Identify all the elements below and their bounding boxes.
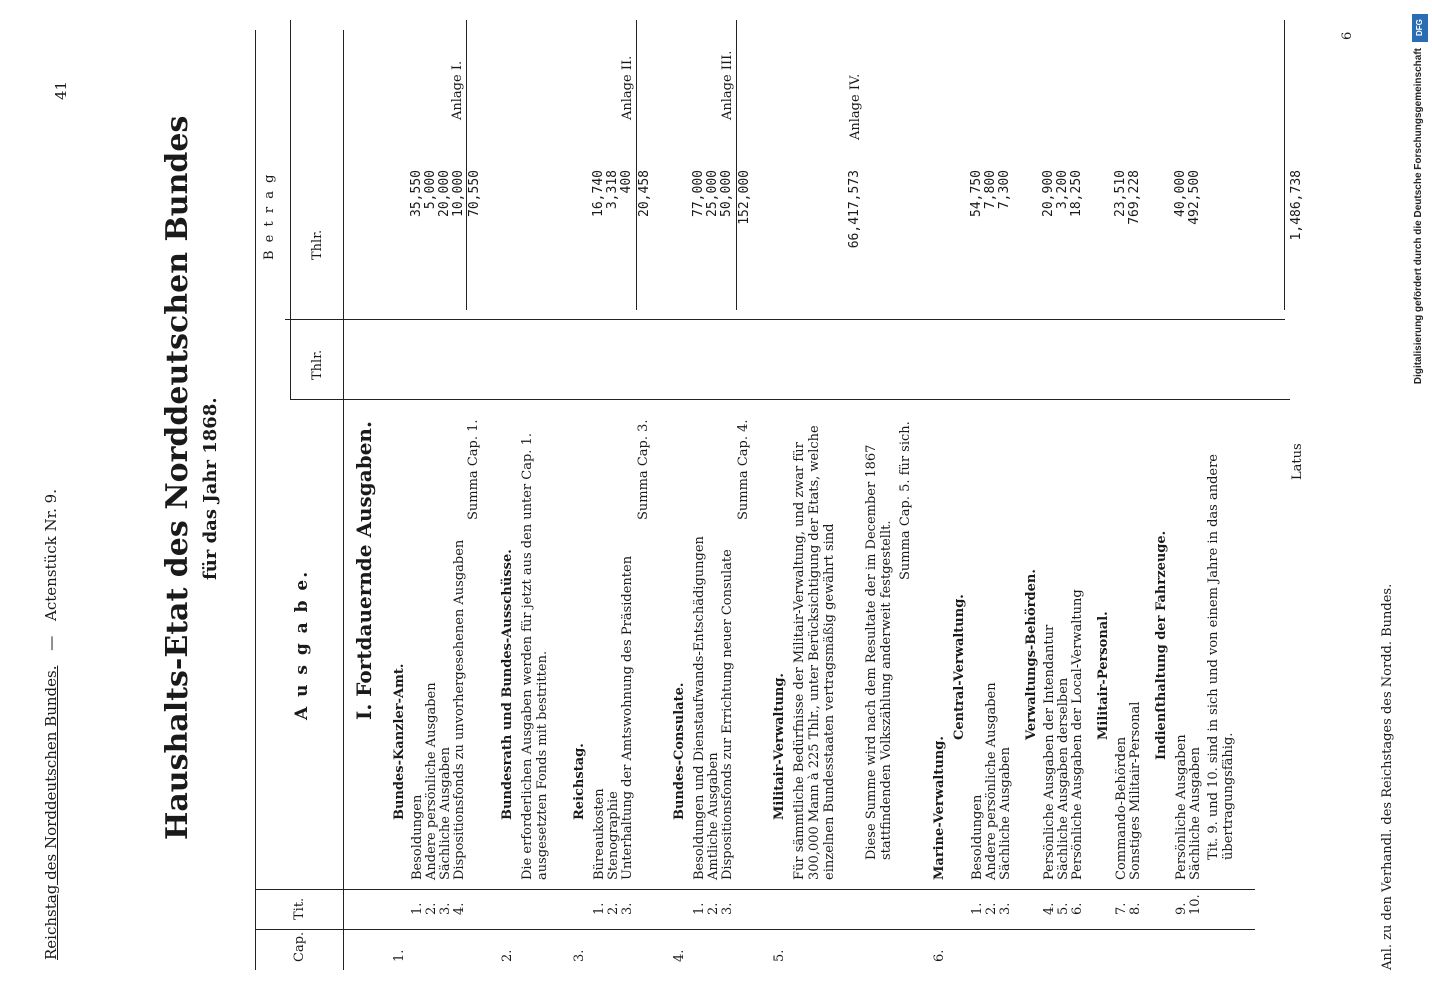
line-item-amount: 40,000 <box>1173 170 1188 217</box>
line-item-label: Sächliche Ausgaben derselben <box>1056 677 1071 880</box>
chapter-heading: Militair-Verwaltung. <box>772 673 787 820</box>
year-line: für das Jahr 1868. <box>200 397 221 580</box>
tit-number: 6. <box>1070 902 1085 915</box>
tit-number: 2. <box>606 902 621 915</box>
chapter-heading: Bundesrath und Bundes-Ausschüsse. <box>500 549 515 820</box>
cap-number: 2. <box>500 949 515 962</box>
latus-amount: 1,486,738 <box>1289 170 1304 241</box>
chapter-sum-label: Summa Cap. 4. <box>736 419 751 520</box>
line-item-amount: 25,000 <box>705 170 720 217</box>
chapter-heading: Bundes-Consulate. <box>672 682 687 820</box>
line-item-amount: 18,250 <box>1069 170 1084 217</box>
line-item-label: Persönliche Ausgaben <box>1174 734 1189 880</box>
subgroup-heading: Verwaltungs-Behörden. <box>1024 569 1039 740</box>
tit-number: 10. <box>1188 894 1203 915</box>
chapter-heading: Bundes-Kanzler-Amt. <box>392 663 407 820</box>
tit-number: 4. <box>1042 902 1057 915</box>
line-item-amount: 3,318 <box>605 170 620 210</box>
line-item-label: Besoldungen <box>410 794 425 880</box>
header-dash: — <box>42 635 60 651</box>
cap-number: 3. <box>572 949 587 962</box>
tit-number: 1. <box>970 902 985 915</box>
cap-number: 5. <box>772 949 787 962</box>
line-item-label: Sächliche Ausgaben <box>998 747 1013 880</box>
chapter-note: Diese Summe wird nach dem Resultate der im December 1867 stattfindenden Volkszählung anderweit festgestellt. <box>864 444 894 860</box>
dfg-banner <box>1410 8 1430 998</box>
chapter-heading: Reichstag. <box>572 743 587 820</box>
chapter-sum: 70,550 <box>467 170 482 217</box>
tit-number: 2. <box>706 902 721 915</box>
line-item-label: Besoldungen und Dienstaufwands-Entschädigungen <box>692 536 707 880</box>
col-divider-text <box>290 399 1290 400</box>
col-divider-thlr <box>285 319 1285 320</box>
tit-number: 1. <box>410 902 425 915</box>
line-item-label: Dispositionsfonds zur Errichtung neuer Consulate <box>720 549 735 880</box>
line-item-label: Andere persönliche Ausgaben <box>984 682 999 880</box>
tit-number: 2. <box>984 902 999 915</box>
chapter-note: Tit. 9. und 10. sind in sich und von einem Jahre in das andere übertragungsfähig. <box>1206 453 1236 860</box>
dfg-banner-text: Digitalisierung gefördert durch die Deutsche Forschungsgemeinschaft <box>1413 48 1424 385</box>
line-item-amount: 20,900 <box>1041 170 1056 217</box>
line-item-label: Unterhaltung der Amtswohnung des Präsidenten <box>620 555 635 880</box>
chapter-text: Die erforderlichen Ausgaben werden für jetzt aus den unter Cap. 1. ausgesetzten Fonds mit bestritten. <box>520 433 550 880</box>
chapter-sum: 20,458 <box>637 170 652 217</box>
section-heading: I. Fortdauernde Ausgaben. <box>352 421 376 720</box>
tit-number: 2. <box>424 902 439 915</box>
line-item-label: Sonstiges Militair-Personal <box>1128 701 1143 880</box>
table-header-rule <box>343 30 344 970</box>
tit-number: 5. <box>1056 902 1071 915</box>
sum-rule <box>466 20 467 310</box>
tit-number: 1. <box>692 902 707 915</box>
line-item-label: Besoldungen <box>970 794 985 880</box>
running-header <box>42 489 60 960</box>
line-item-label: Andere persönliche Ausgaben <box>424 682 439 880</box>
line-item-amount: 10,000 <box>451 170 466 217</box>
line-item-amount: 7,300 <box>997 170 1012 210</box>
line-item-amount: 23,510 <box>1113 170 1128 217</box>
line-item-amount: 3,200 <box>1055 170 1070 210</box>
cap-number: 4. <box>672 949 687 962</box>
chapter-text: Für sämmtliche Bedürfnisse der Militair-Verwaltung, und zwar für 300,000 Mann à 225 Thlr., unter Berücksichtigung der Etats, welche einzelnen Bundesstaaten vertragsmäßig gewährt sind <box>792 425 837 880</box>
latus-label: Latus <box>1290 443 1305 480</box>
line-item-amount: 77,000 <box>691 170 706 217</box>
sheet-signature: 6 <box>1340 31 1355 40</box>
anlage-ref: Anlage IV. <box>848 73 863 140</box>
subgroup-heading: Indienſthaltung der Fahrzeuge. <box>1154 530 1169 760</box>
sum-rule <box>636 20 637 310</box>
subgroup-heading: Militair-Personal. <box>1096 611 1111 740</box>
chapter-heading: Marine-Verwaltung. <box>932 736 947 880</box>
col-header-thlr-2: Thlr. <box>310 229 325 260</box>
page-title: Haushalts-Etat des Norddeutschen Bundes <box>160 115 195 840</box>
col-header-betrag: B e t r a g <box>262 172 277 260</box>
latus-rule <box>1284 20 1285 310</box>
chapter-sum-label: Summa Cap. 5. für sich. <box>898 421 913 580</box>
line-item-label: Amtliche Ausgaben <box>706 752 721 880</box>
sum-rule <box>736 20 737 310</box>
anlage-ref: Anlage I. <box>450 60 465 120</box>
header-subtitle: Actenstück Nr. 9. <box>42 489 60 621</box>
cap-number: 6. <box>932 949 947 962</box>
line-item-amount: 7,800 <box>983 170 998 210</box>
tit-number: 3. <box>620 902 635 915</box>
tit-number: 3. <box>720 902 735 915</box>
line-item-amount: 492,500 <box>1187 170 1202 225</box>
cap-number: 1. <box>392 949 407 962</box>
line-item-amount: 400 <box>619 170 634 194</box>
line-item-label: Persönliche Ausgaben der Intendantur <box>1042 624 1057 880</box>
page-footer: Anl. zu den Verhandl. des Reichstages des Nordd. Bundes. <box>1380 583 1395 970</box>
tit-number: 7. <box>1114 902 1129 915</box>
tit-number: 4. <box>452 902 467 915</box>
line-item-label: Dispositionsfonds zu unvorhergesehenen Ausgaben <box>452 539 467 880</box>
chapter-sum-label: Summa Cap. 1. <box>466 419 481 520</box>
line-item-amount: 50,000 <box>719 170 734 217</box>
line-item-amount: 769,228 <box>1127 170 1142 225</box>
tit-number: 9. <box>1174 902 1189 915</box>
dfg-logo-icon: DFG <box>1412 14 1428 42</box>
line-item-label: Persönliche Ausgaben der Local-Verwaltung <box>1070 589 1085 880</box>
line-item-label: Sächliche Ausgaben <box>1188 747 1203 880</box>
col-divider-tit <box>255 889 1255 890</box>
col-header-ausgabe: A u s g a b e. <box>292 569 312 720</box>
line-item-label: Büreaukosten <box>592 788 607 880</box>
betrag-rule <box>290 20 291 400</box>
line-item-amount: 16,740 <box>591 170 606 217</box>
line-item-amount: 20,000 <box>437 170 452 217</box>
line-item-label: Commando-Behörden <box>1114 736 1129 880</box>
anlage-ref: Anlage II. <box>620 55 635 120</box>
chapter-sum-label: Summa Cap. 3. <box>636 419 651 520</box>
page-number: 41 <box>52 80 70 100</box>
line-item-amount: 5,000 <box>423 170 438 210</box>
header-title: Reichstag des Norddeutschen Bundes. <box>42 665 60 960</box>
anlage-ref: Anlage III. <box>720 50 735 120</box>
col-header-tit: Tit. <box>292 897 307 920</box>
tit-number: 1. <box>592 902 607 915</box>
table-top-rule <box>255 30 256 970</box>
line-item-label: Stenographie <box>606 791 621 880</box>
chapter-amount: 66,417,573 <box>847 170 862 249</box>
line-item-amount: 54,750 <box>969 170 984 217</box>
tit-number: 8. <box>1128 902 1143 915</box>
chapter-sum: 152,000 <box>737 170 752 225</box>
col-divider-cap <box>255 929 1255 930</box>
subgroup-heading: Central-Verwaltung. <box>952 594 967 740</box>
tit-number: 3. <box>998 902 1013 915</box>
tit-number: 3. <box>438 902 453 915</box>
col-header-cap: Cap. <box>292 931 307 962</box>
col-header-thlr-1: Thlr. <box>310 349 325 380</box>
line-item-label: Sächliche Ausgaben <box>438 747 453 880</box>
line-item-amount: 35,550 <box>409 170 424 217</box>
